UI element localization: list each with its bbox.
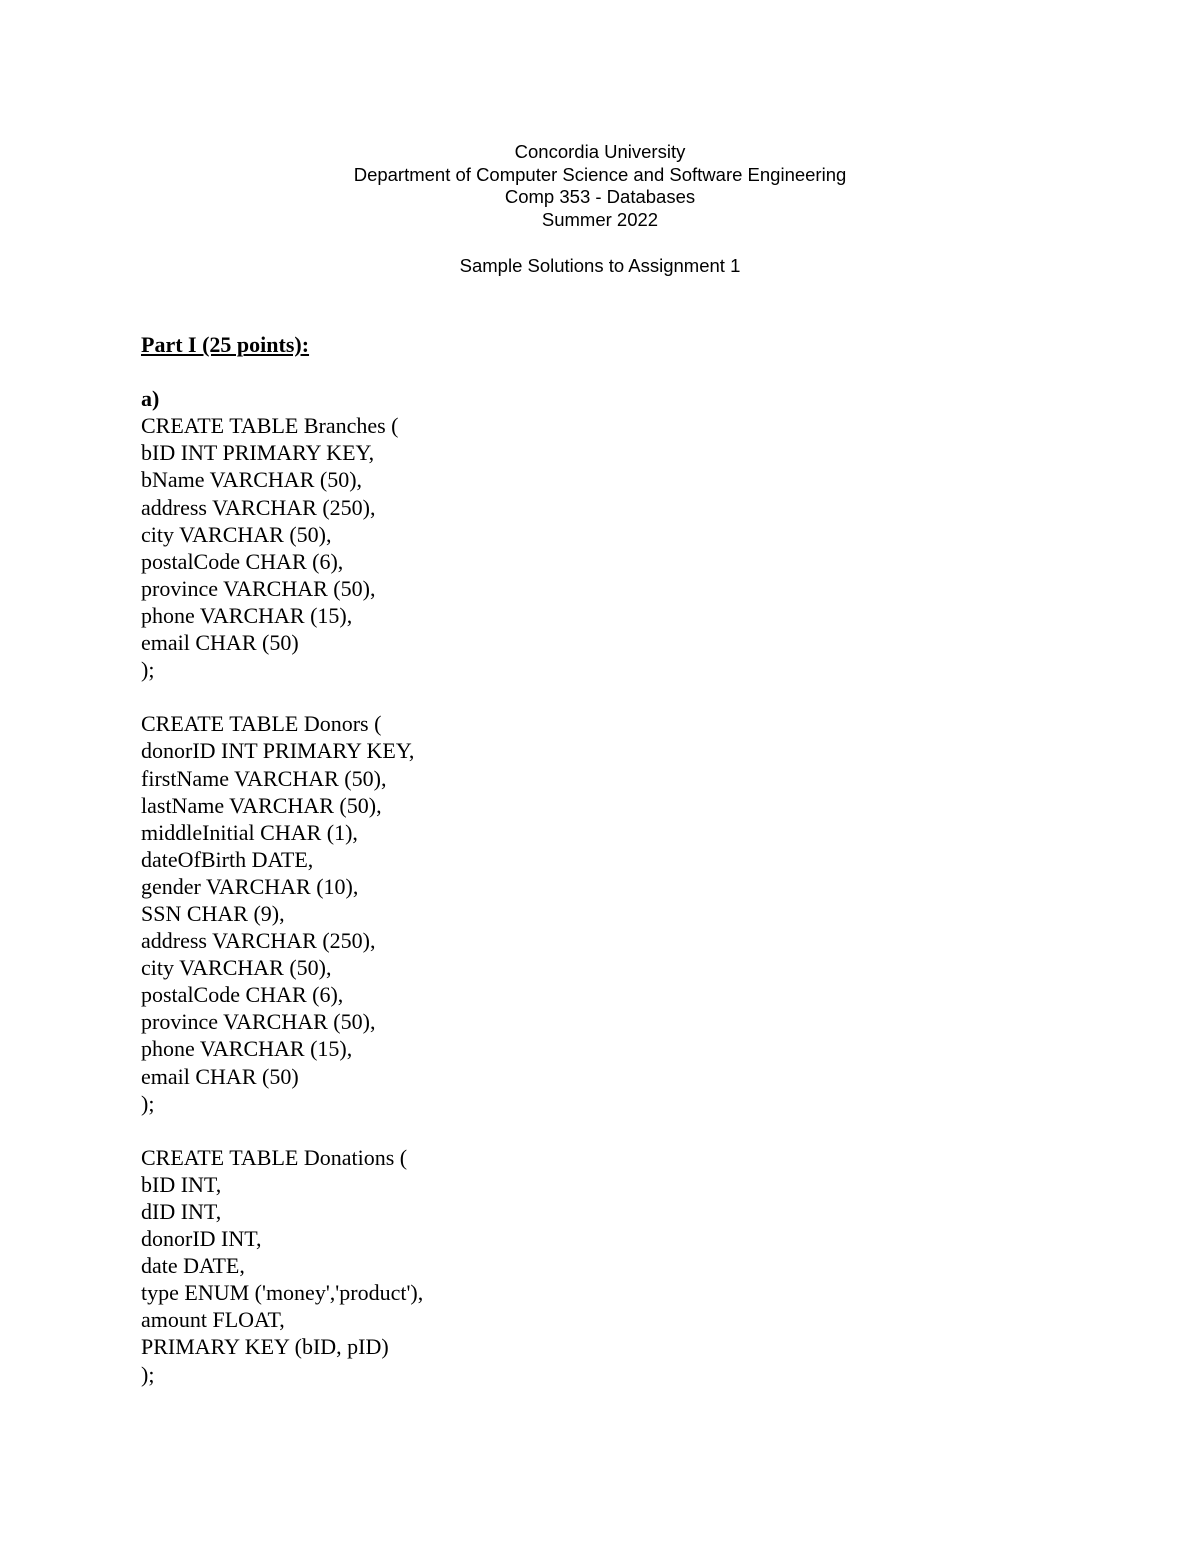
sql-line: lastName VARCHAR (50), <box>141 792 382 818</box>
department-name: Department of Computer Science and Software Engineering <box>353 163 847 185</box>
sql-line: middleInitial CHAR (1), <box>141 819 358 845</box>
sql-line: amount FLOAT, <box>141 1307 285 1333</box>
sql-line: dateOfBirth DATE, <box>141 846 314 872</box>
sql-line: phone VARCHAR (15), <box>141 1036 353 1062</box>
sql-line: SSN CHAR (9), <box>141 900 285 926</box>
sql-line: type ENUM ('money','product'), <box>141 1280 424 1306</box>
sql-line: postalCode CHAR (6), <box>141 982 344 1008</box>
header-spacer <box>0 232 1200 255</box>
sql-line: ); <box>141 657 155 683</box>
sql-line: province VARCHAR (50), <box>141 1009 376 1035</box>
sql-line: bName VARCHAR (50), <box>141 467 363 493</box>
sql-line: CREATE TABLE Branches ( <box>141 413 399 439</box>
sql-line: ); <box>141 1090 155 1116</box>
sql-line: CREATE TABLE Donors ( <box>141 711 382 737</box>
sql-line: bID INT, <box>141 1171 222 1197</box>
sql-line: firstName VARCHAR (50), <box>141 765 387 791</box>
document-header <box>0 141 1200 277</box>
create-table-statement <box>141 412 423 683</box>
part-title: Part I (25 points): <box>141 332 310 357</box>
document-body <box>141 331 423 1388</box>
sql-line: city VARCHAR (50), <box>141 955 332 981</box>
sql-line: address VARCHAR (250), <box>141 494 376 520</box>
term: Summer 2022 <box>541 209 659 231</box>
sql-line: ); <box>141 1361 155 1387</box>
create-table-statement <box>141 710 423 1116</box>
block-gap <box>141 683 423 710</box>
university-name: Concordia University <box>514 141 686 162</box>
create-table-statement <box>141 1144 423 1388</box>
sql-line: phone VARCHAR (15), <box>141 602 353 628</box>
course-name: Comp 353 - Databases <box>504 186 696 208</box>
sql-line: dID INT, <box>141 1199 222 1224</box>
document-subtitle: Sample Solutions to Assignment 1 <box>459 254 741 276</box>
sql-line: bID INT PRIMARY KEY, <box>141 440 375 466</box>
sql-tables <box>141 412 423 1387</box>
sql-line: province VARCHAR (50), <box>141 575 376 601</box>
sql-line: postalCode CHAR (6), <box>141 548 344 574</box>
sql-line: city VARCHAR (50), <box>141 521 332 547</box>
sql-line: donorID INT PRIMARY KEY, <box>141 738 415 764</box>
sql-line: email CHAR (50) <box>141 630 299 656</box>
sql-line: CREATE TABLE Donations ( <box>141 1144 408 1170</box>
block-gap <box>141 1117 423 1144</box>
sql-line: address VARCHAR (250), <box>141 928 376 954</box>
subpart-label: a) <box>141 386 160 412</box>
sql-line: donorID INT, <box>141 1226 262 1252</box>
sql-line: date DATE, <box>141 1253 245 1279</box>
sql-line: gender VARCHAR (10), <box>141 873 359 899</box>
sql-line: email CHAR (50) <box>141 1063 299 1089</box>
sql-line: PRIMARY KEY (bID, pID) <box>141 1334 389 1360</box>
